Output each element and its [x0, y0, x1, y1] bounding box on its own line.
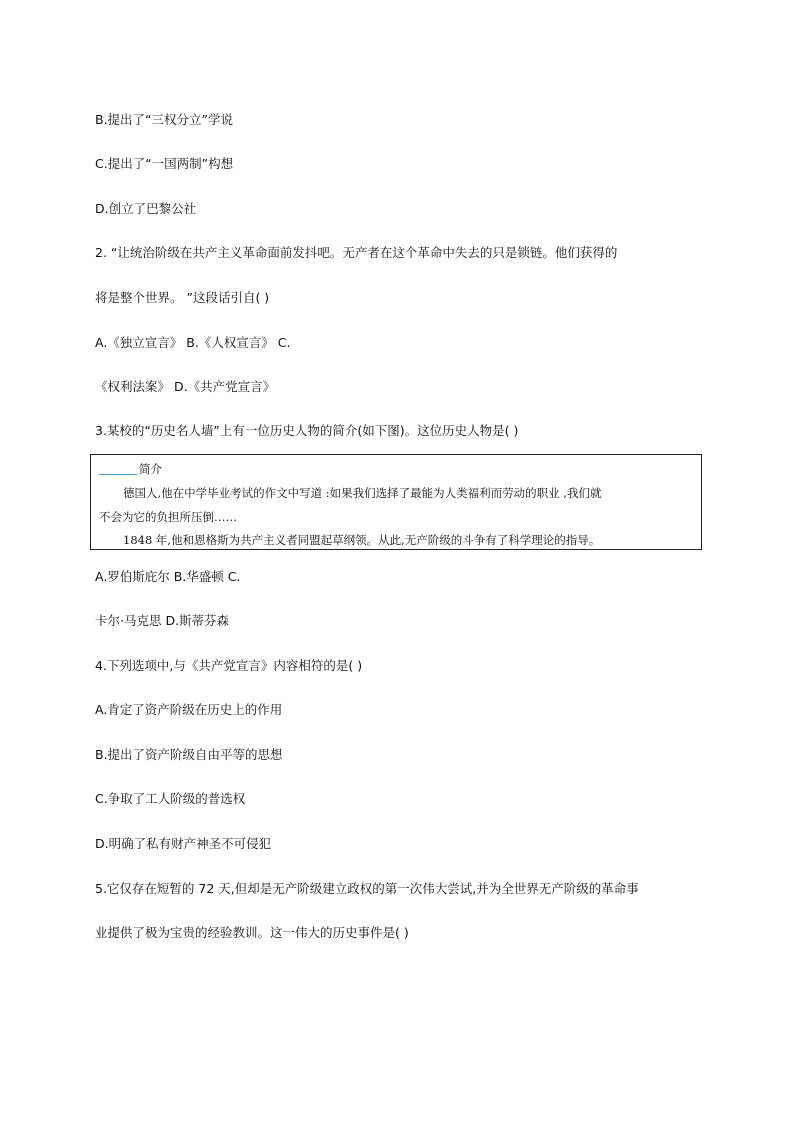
q3-options-line1: A.罗伯斯庇尔 B.华盛顿 C.: [95, 569, 241, 584]
q2-options-line1: A.《独立宣言》 B.《人权宣言》 C.: [95, 335, 291, 350]
q2-question-line1: 2. “让统治阶级在共产主义革命面前发抖吧。无产者在这个革命中失去的只是锁链。他们获得的: [95, 245, 618, 260]
q1-option-b: B.提出了“三权分立”学说: [95, 112, 234, 127]
q2-options-line2: 《权利法案》 D.《共产党宣言》: [95, 379, 276, 394]
fill-blank: [99, 462, 137, 475]
q3-profile-box: [90, 454, 702, 550]
q3-question: 3.某校的“历史名人墙”上有一位历史人物的简介(如下图)。这位历史人物是( ): [95, 423, 519, 438]
profile-line2: 不会为它的负担所压倒……: [99, 510, 237, 524]
q5-question-line2: 业提供了极为宝贵的经验教训。这一伟大的历史事件是( ): [95, 925, 409, 940]
q4-option-d: D.明确了私有财产神圣不可侵犯: [95, 836, 272, 851]
q1-option-c: C.提出了“一国两制”构想: [95, 156, 234, 171]
q2-question-line2: 将是整个世界。 ”这段话引自( ): [95, 290, 270, 305]
q4-option-a: A.肯定了资产阶级在历史上的作用: [95, 702, 283, 717]
q3-options-line2: 卡尔·马克思 D.斯蒂芬森: [95, 613, 230, 628]
q1-option-d: D.创立了巴黎公社: [95, 201, 197, 216]
q4-option-c: C.争取了工人阶级的普选权: [95, 791, 246, 806]
q5-question-line1: 5.它仅存在短暂的 72 天,但却是无产阶级建立政权的第一次伟大尝试,并为全世界无产阶级的革命事: [95, 881, 639, 896]
profile-line1: 德国人,他在中学毕业考试的作文中写道 :如果我们选择了最能为人类福利而劳动的职业 ,我们就: [123, 486, 602, 500]
q4-option-b: B.提出了资产阶级自由平等的思想: [95, 747, 283, 762]
profile-title: 简介: [139, 462, 162, 476]
q4-question: 4.下列选项中,与《共产党宣言》内容相符的是( ): [95, 658, 363, 673]
profile-title-row: [99, 461, 162, 477]
profile-line3: 1848 年,他和恩格斯为共产主义者同盟起草纲领。从此,无产阶级的斗争有了科学理论的指导。: [123, 533, 601, 547]
